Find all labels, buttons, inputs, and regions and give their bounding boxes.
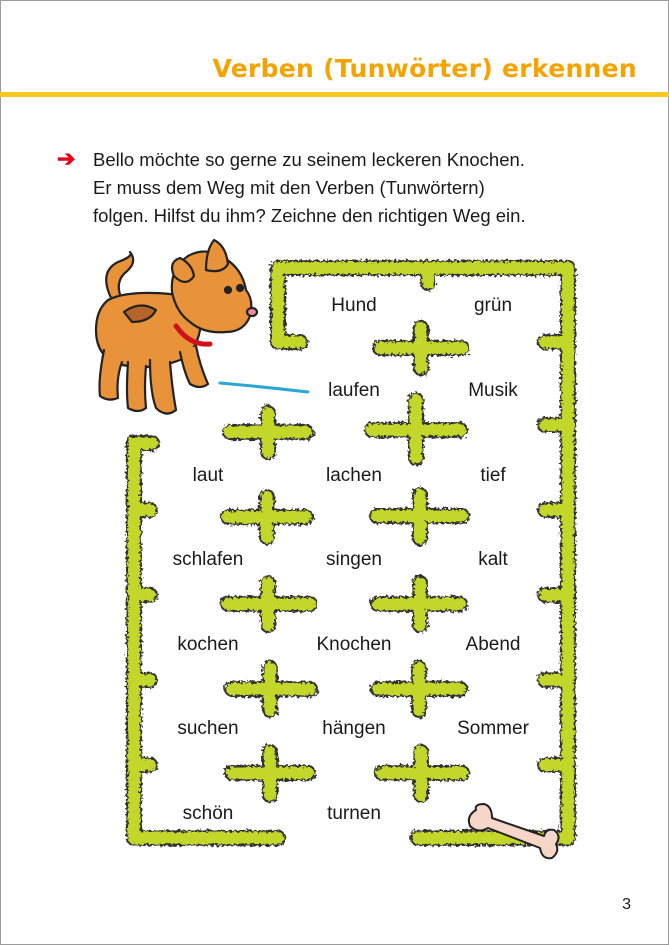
maze-word: grün (473, 295, 513, 316)
maze-word: Musik (468, 380, 518, 401)
maze-word: tief (480, 465, 506, 486)
maze-word: Abend (465, 634, 521, 655)
page-number: 3 (622, 896, 631, 913)
dog-illustration (96, 240, 257, 414)
instruction-line: folgen. Hilfst du ihm? Zeichne den richtigen Weg ein. (93, 205, 526, 226)
maze-word: Hund (331, 295, 377, 316)
instruction-line: Er muss dem Weg mit den Verben (Tunwörtern) (93, 177, 485, 198)
maze-word: schön (182, 803, 234, 824)
page-title: Verben (Tunwörter) erkennen (212, 54, 637, 83)
maze-word: laufen (328, 380, 380, 401)
maze-word: kochen (177, 634, 239, 655)
maze-word: schlafen (172, 549, 244, 570)
arrow-right-icon: ➔ (57, 146, 76, 171)
drawn-path (220, 383, 308, 392)
maze-word: suchen (177, 718, 239, 739)
maze-word: kalt (478, 549, 508, 570)
maze-word: hängen (322, 718, 386, 739)
maze-word: lachen (326, 465, 382, 486)
maze-word: singen (326, 549, 382, 570)
maze-word: laut (192, 465, 224, 486)
maze-word: turnen (327, 803, 381, 824)
instruction-line: Bello möchte so gerne zu seinem leckeren Knochen. (93, 149, 525, 170)
maze-word: Sommer (457, 718, 529, 739)
maze-word: Knochen (316, 634, 392, 655)
